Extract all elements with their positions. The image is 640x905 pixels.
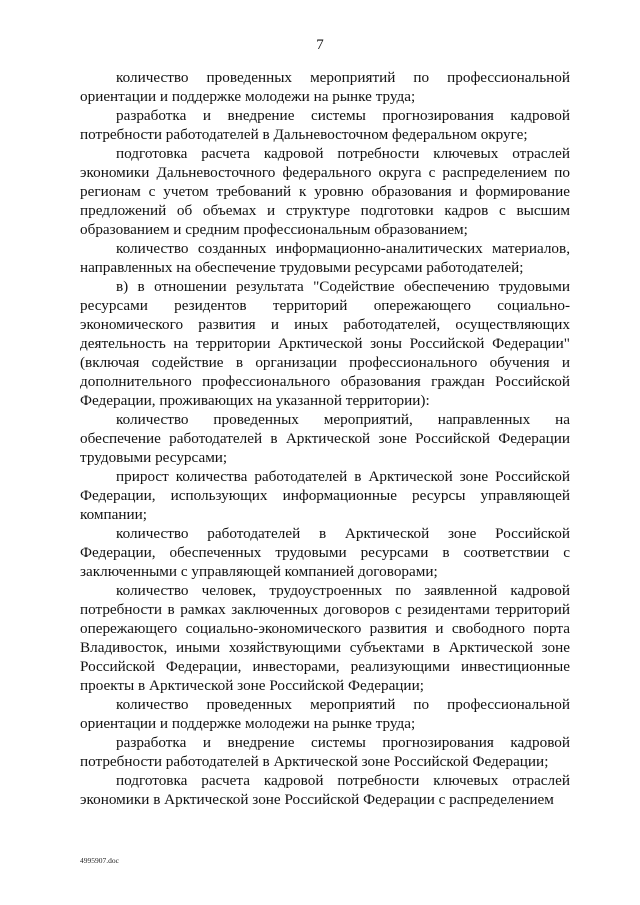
paragraph: количество человек, трудоустроенных по заявленной кадровой потребности в рамках заключенных договоров с резидентами территорий опережающего социально-экономического развития и свободного порта Владивосток, иными хозяйствующими субъектами в Арктической зоне Российской Федерации, инвесторами, реализующими инвестиционные проекты в Арктической зоне Российской Федерации; [80, 582, 570, 694]
paragraph: количество проведенных мероприятий по профессиональной ориентации и поддержке молодежи на рынке труда; [80, 69, 570, 105]
document-body [80, 68, 570, 809]
paragraph: разработка и внедрение системы прогнозирования кадровой потребности работодателей в Дальневосточном федеральном округе; [80, 107, 570, 143]
paragraph: в) в отношении результата "Содействие обеспечению трудовыми ресурсами резидентов территорий опережающего социально-экономического развития и иных работодателей, осуществляющих деятельность на территории Арктической зоны Российской Федерации" (включая содействие в организации профессионального обучения и дополнительного профессионального образования граждан Российской Федерации, проживающих на указанной территории): [80, 278, 570, 409]
paragraph: подготовка расчета кадровой потребности ключевых отраслей экономики в Арктической зоне Российской Федерации с распределением [80, 772, 570, 808]
paragraph: подготовка расчета кадровой потребности ключевых отраслей экономики Дальневосточного федерального округа с распределением по регионам с учетом требований к уровню образования и формирование предложений об объемах и структуре подготовки кадров с высшим образованием и средним профессиональным образованием; [80, 145, 570, 238]
footer-file-code: 4995907.doc [80, 856, 119, 865]
page-number: 7 [316, 37, 324, 53]
paragraph: прирост количества работодателей в Арктической зоне Российской Федерации, использующих информационные ресурсы управляющей компании; [80, 468, 570, 523]
paragraph: количество проведенных мероприятий, направленных на обеспечение работодателей в Арктической зоне Российской Федерации трудовыми ресурсами; [80, 411, 570, 466]
paragraph: количество созданных информационно-аналитических материалов, направленных на обеспечение трудовыми ресурсами работодателей; [80, 240, 570, 276]
paragraph: разработка и внедрение системы прогнозирования кадровой потребности работодателей в Арктической зоне Российской Федерации; [80, 734, 570, 770]
paragraph: количество проведенных мероприятий по профессиональной ориентации и поддержке молодежи на рынке труда; [80, 696, 570, 732]
paragraph: количество работодателей в Арктической зоне Российской Федерации, обеспеченных трудовыми ресурсами в соответствии с заключенными с управляющей компанией договорами; [80, 525, 570, 580]
